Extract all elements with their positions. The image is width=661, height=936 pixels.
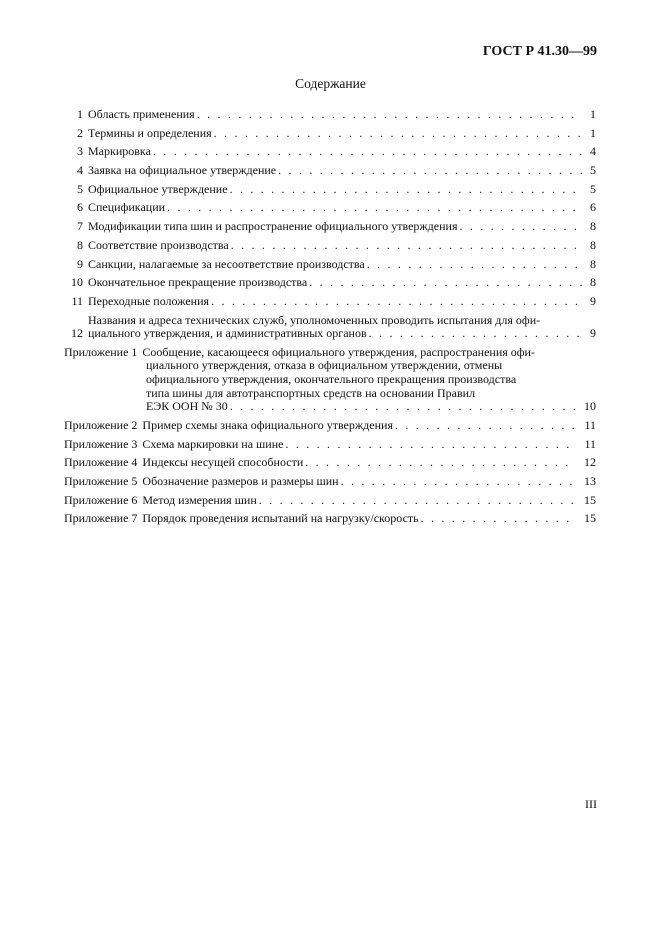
- appendix-label: Индексы несущей способности: [142, 455, 304, 470]
- toc-entry[interactable]: [64, 220, 596, 233]
- appendix-number: Приложение 6: [64, 492, 138, 507]
- appendix-entry[interactable]: [64, 494, 596, 507]
- toc-entry-page: 5: [590, 181, 596, 196]
- toc-entry-label: Заявка на официальное утверждение: [88, 163, 277, 178]
- page-number: III: [585, 797, 597, 811]
- toc-entry-page: 8: [590, 256, 596, 271]
- appendix-page: 12: [584, 455, 596, 470]
- toc-entry[interactable]: [64, 258, 596, 271]
- appendix-label-line: Сообщение, касающееся официального утверждения, распространения офи-: [142, 344, 535, 359]
- toc-entry[interactable]: [64, 164, 596, 177]
- toc-entry[interactable]: [64, 127, 596, 140]
- dot-leader: [259, 494, 576, 507]
- appendix-label-line: ЕЭК ООН № 30: [146, 399, 228, 414]
- appendix-number: Приложение 2: [64, 417, 138, 432]
- toc-entry[interactable]: [64, 239, 596, 252]
- dot-leader: [230, 183, 582, 196]
- appendix-number: Приложение 7: [64, 511, 138, 526]
- dot-leader: [309, 276, 582, 289]
- toc-entry-label: Термины и определения: [88, 125, 212, 140]
- toc-entry-number: 1: [77, 107, 83, 121]
- toc-entry-number: 6: [77, 200, 83, 215]
- toc-entry-page: 8: [590, 219, 596, 234]
- toc-entry-label-line: циального утверждения, и административных органов: [88, 326, 367, 341]
- toc-entry-number: 4: [77, 163, 83, 178]
- toc-entry-number: 3: [77, 144, 83, 159]
- appendix-page: 10: [584, 399, 596, 414]
- toc-entry-number: 12: [71, 326, 83, 341]
- toc-entry-label: Официальное утверждение: [88, 181, 228, 196]
- toc-entry[interactable]: [64, 183, 596, 196]
- dot-leader: [230, 400, 576, 413]
- toc-entry[interactable]: [64, 314, 596, 341]
- toc-entry-number: 9: [77, 256, 83, 271]
- dot-leader: [367, 258, 582, 271]
- toc-entry-label-line: Названия и адреса технических служб, уполномоченных проводить испытания для офи-: [88, 312, 541, 327]
- appendix-page: 13: [584, 473, 596, 488]
- dot-leader: [459, 220, 582, 233]
- toc-entry-number: 11: [71, 293, 83, 308]
- dot-leader: [285, 438, 576, 451]
- appendix-entry[interactable]: [64, 456, 596, 469]
- toc-entry-label: Маркировка: [88, 144, 151, 159]
- toc-entry-number: 2: [77, 125, 83, 140]
- dot-leader: [341, 475, 576, 488]
- toc-entry-label: Спецификации: [88, 200, 166, 215]
- appendix-number: Приложение 4: [64, 455, 138, 470]
- appendix-entry[interactable]: [64, 419, 596, 432]
- dot-leader: [197, 108, 582, 121]
- dot-leader: [369, 327, 582, 340]
- appendix-entry[interactable]: [64, 475, 596, 488]
- appendix-label: Обозначение размеров и размеры шин: [142, 473, 339, 488]
- dot-leader: [305, 456, 576, 469]
- toc-entry-page: 5: [590, 163, 596, 178]
- appendix-entry[interactable]: [64, 438, 596, 451]
- toc-entry-label: Переходные положения: [88, 293, 210, 308]
- appendix-page: 11: [584, 417, 596, 432]
- page-title: Содержание: [295, 76, 366, 91]
- toc-entry[interactable]: [64, 108, 596, 121]
- dot-leader: [278, 164, 582, 177]
- dot-leader: [211, 295, 582, 308]
- appendix-entry[interactable]: [64, 512, 596, 525]
- dot-leader: [214, 127, 582, 140]
- appendix-label: Метод измерения шин: [142, 492, 257, 507]
- toc-entry-label: Соответствие производства: [88, 237, 229, 252]
- toc-entry-number: 5: [77, 181, 83, 196]
- toc-entry-label: Окончательное прекращение производства: [88, 275, 308, 290]
- appendix-label: Пример схемы знака официального утверждения: [142, 417, 393, 432]
- appendix-page: 15: [584, 492, 596, 507]
- dot-leader: [421, 512, 576, 525]
- appendix-label-line: официального утверждения, окончательного прекращения производства: [146, 372, 517, 387]
- toc-entry-page: 6: [590, 200, 596, 215]
- toc-entry-page: 1: [590, 125, 596, 140]
- toc-entry-label: Область применения: [88, 107, 195, 121]
- toc-entry-label: Санкции, налагаемые за несоответствие производства: [88, 256, 365, 271]
- appendix-label-line: типа шины для автотранспортных средств на основании Правил: [146, 385, 476, 400]
- document-standard-number: ГОСТ Р 41.30—99: [482, 44, 597, 59]
- toc-entry[interactable]: [64, 145, 596, 158]
- toc-entry-number: 10: [71, 275, 83, 290]
- dot-leader: [395, 419, 576, 432]
- toc-entry-label: Модификации типа шин и распространение официального утверждения: [88, 219, 458, 234]
- appendix-page: 11: [584, 436, 596, 451]
- toc-entry-page: 8: [590, 275, 596, 290]
- dot-leader: [231, 239, 582, 252]
- appendix-label: Порядок проведения испытаний на нагрузку/скорость: [142, 511, 419, 526]
- appendix-number: Приложение 5: [64, 473, 138, 488]
- dot-leader: [153, 145, 582, 158]
- toc-entry[interactable]: [64, 295, 596, 308]
- table-of-contents: [64, 108, 596, 531]
- toc-entry-page: 8: [590, 237, 596, 252]
- appendix-page: 15: [584, 511, 596, 526]
- toc-entry-page: 9: [590, 293, 596, 308]
- appendix-label: Схема маркировки на шине: [142, 436, 284, 451]
- toc-entry-page: 9: [590, 326, 596, 341]
- toc-entry-number: 7: [77, 219, 83, 234]
- toc-entry[interactable]: [64, 276, 596, 289]
- appendix-number: Приложение 3: [64, 436, 138, 451]
- toc-entry-number: 8: [77, 237, 83, 252]
- toc-entry-page: 1: [590, 107, 596, 121]
- dot-leader: [167, 201, 582, 214]
- toc-entry[interactable]: [64, 201, 596, 214]
- toc-entry-page: 4: [590, 144, 596, 159]
- appendix-number: Приложение 1: [64, 344, 138, 359]
- appendix-label-line: циального утверждения, отказа в официальном утверждении, отмены: [146, 358, 503, 373]
- appendix-entry[interactable]: [64, 346, 596, 413]
